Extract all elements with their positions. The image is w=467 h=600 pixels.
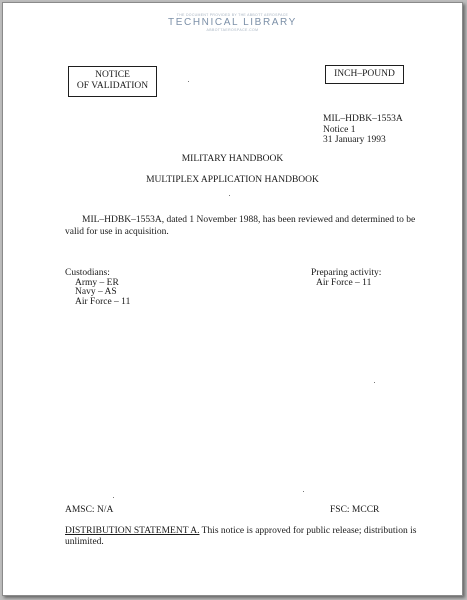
notice-date: 31 January 1993 <box>323 135 386 145</box>
scan-speck <box>303 491 304 492</box>
document-identifier <box>323 114 403 146</box>
unit-system-box <box>325 65 404 84</box>
distribution-text: This notice is approved for public release; distribution is unlimited. <box>65 526 417 547</box>
scan-speck <box>188 81 189 82</box>
scan-speck <box>113 497 114 498</box>
amsc-code: AMSC: N/A <box>65 505 114 515</box>
handbook-category: MILITARY HANDBOOK <box>181 154 284 164</box>
custodian-item: Air Force – 11 <box>75 296 131 307</box>
scan-speck <box>374 382 375 383</box>
fsc-code: FSC: MCCR <box>330 505 380 515</box>
notice-number: Notice 1 <box>323 124 356 135</box>
handbook-title: MULTIPLEX APPLICATION HANDBOOK <box>146 175 319 185</box>
notice-of-validation-box <box>68 66 157 97</box>
preparing-activity-value: Air Force – 11 <box>316 277 372 288</box>
library-banner <box>3 13 462 32</box>
unit-system-label: INCH–POUND <box>334 69 395 79</box>
custodians-block <box>65 269 130 307</box>
banner-subtitle: ABBOTTAEROSPACE.COM <box>206 28 259 32</box>
banner-top-line: THE DOCUMENT PROVIDED BY THE ABBOTT AEROSPACE <box>176 13 289 17</box>
preparing-activity-block <box>311 269 381 288</box>
distribution-statement <box>65 526 430 547</box>
document-page <box>2 2 463 596</box>
preparing-activity-label: Preparing activity: <box>311 268 382 278</box>
notice-label: NOTICE <box>95 70 130 80</box>
validation-label: OF VALIDATION <box>76 80 149 91</box>
banner-title: TECHNICAL LIBRARY <box>168 17 297 28</box>
custodian-item: Army – ER <box>75 277 119 288</box>
document-number: MIL–HDBK–1553A <box>323 114 403 124</box>
scan-speck <box>229 195 230 196</box>
validation-paragraph: MIL–HDBK–1553A, dated 1 November 1988, has been reviewed and determined to be valid for use in acquisition. <box>65 215 416 237</box>
custodian-item: Navy – AS <box>75 287 117 297</box>
distribution-heading: DISTRIBUTION STATEMENT A. <box>65 526 200 536</box>
custodians-label: Custodians: <box>65 268 110 278</box>
